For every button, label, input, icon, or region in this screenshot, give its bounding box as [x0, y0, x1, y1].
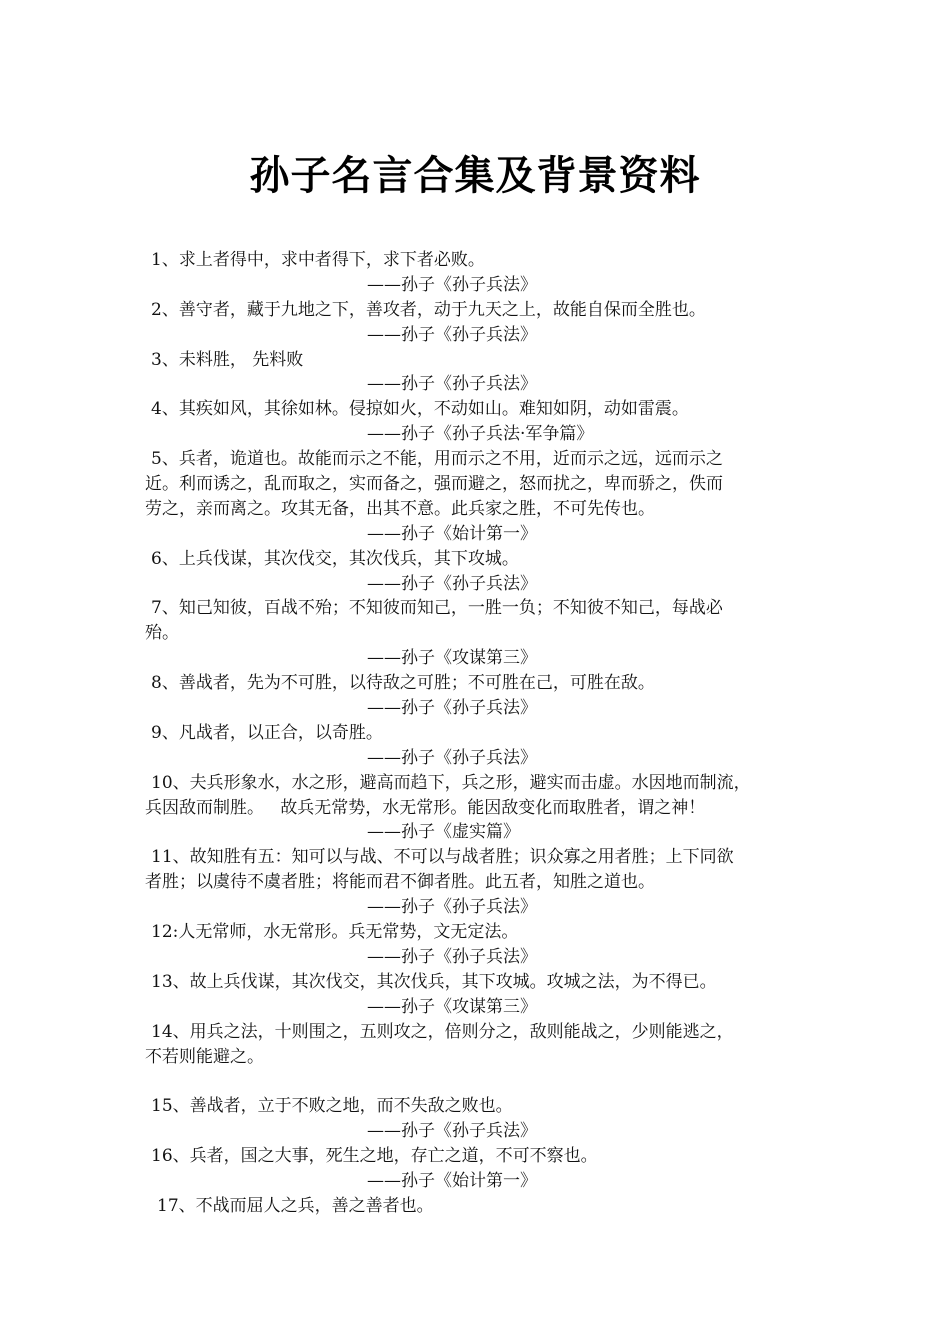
quote-source: ——孙子《始计第一》 — [367, 1170, 537, 1191]
quote-continuation: 殆。 — [145, 623, 179, 644]
quote-source: ——孙子《始计第一》 — [367, 523, 537, 544]
quote-line: 6、上兵伐谋，其次伐交，其次伐兵，其下攻城。 — [151, 548, 519, 569]
quote-line: 8、善战者，先为不可胜，以待敌之可胜；不可胜在己，可胜在敌。 — [151, 673, 655, 694]
quote-source: ——孙子《孙子兵法》 — [367, 1121, 537, 1142]
quote-source: ——孙子《孙子兵法》 — [367, 324, 537, 345]
quote-line: 2、善守者，藏于九地之下，善攻者，动于九天之上，故能自保而全胜也。 — [151, 299, 706, 320]
blank-line — [145, 1069, 825, 1094]
quote-source: ——孙子《攻谋第三》 — [367, 996, 537, 1017]
quote-line: 12:人无常师，水无常形。兵无常势，文无定法。 — [151, 922, 519, 943]
quote-source: ——孙子《孙子兵法》 — [367, 274, 537, 295]
quote-line: 1、求上者得中，求中者得下，求下者必败。 — [151, 250, 485, 270]
quote-line: 14、用兵之法，十则围之，五则攻之，倍则分之，敌则能战之，少则能逃之， — [151, 1021, 734, 1042]
document-title: 孙子名言合集及背景资料 — [249, 153, 701, 199]
quote-line: 13、故上兵伐谋，其次伐交，其次伐兵，其下攻城。攻城之法，为不得已。 — [151, 971, 717, 992]
quote-line: 15、善战者，立于不败之地，而不失敌之败也。 — [151, 1096, 513, 1117]
quote-continuation: 不若则能避之。 — [145, 1046, 264, 1067]
quote-source: ——孙子《虚实篇》 — [367, 822, 520, 843]
quote-line: 3、未料胜， 先料败 — [151, 349, 304, 370]
quote-line: 7、知己知彼，百战不殆；不知彼而知己，一胜一负；不知彼不知己，每战必 — [151, 598, 723, 619]
document-body — [145, 248, 825, 1219]
quote-source: ——孙子《孙子兵法》 — [367, 946, 537, 967]
quote-source: ——孙子《孙子兵法》 — [367, 897, 537, 918]
quote-line: 17、不战而屈人之兵，善之善者也。 — [157, 1195, 434, 1216]
quote-source: ——孙子《孙子兵法·军争篇》 — [367, 424, 594, 445]
quote-source: ——孙子《孙子兵法》 — [367, 374, 537, 395]
quote-line: 10、夫兵形象水，水之形，避高而趋下，兵之形，避实而击虚。水因地而制流， — [151, 772, 751, 793]
quote-source: ——孙子《攻谋第三》 — [367, 648, 537, 669]
quote-line: 4、其疾如风，其徐如林。侵掠如火，不动如山。难知如阴，动如雷震。 — [151, 399, 689, 420]
quote-line: 11、故知胜有五：知可以与战、不可以与战者胜；识众寡之用者胜；上下同欲 — [151, 847, 734, 868]
quote-line: 16、兵者，国之大事，死生之地，存亡之道，不可不察也。 — [151, 1146, 598, 1167]
quote-source: ——孙子《孙子兵法》 — [367, 747, 537, 768]
quote-line: 9、凡战者，以正合，以奇胜。 — [151, 722, 383, 743]
quote-continuation: 近。利而诱之，乱而取之，实而备之，强而避之，怒而扰之，卑而骄之，佚而 — [145, 474, 723, 495]
quote-continuation: 劳之，亲而离之。攻其无备，出其不意。此兵家之胜，不可先传也。 — [145, 498, 655, 519]
quote-source: ——孙子《孙子兵法》 — [367, 573, 537, 594]
quote-continuation: 兵因敌而制胜。 故兵无常势，水无常形。能因敌变化而取胜者，谓之神！ — [145, 797, 706, 818]
quote-continuation: 者胜；以虞待不虞者胜；将能而君不御者胜。此五者，知胜之道也。 — [145, 872, 655, 893]
quote-line: 5、兵者，诡道也。故能而示之不能，用而示之不用，近而示之远，远而示之 — [151, 449, 723, 470]
quote-source: ——孙子《孙子兵法》 — [367, 698, 537, 719]
